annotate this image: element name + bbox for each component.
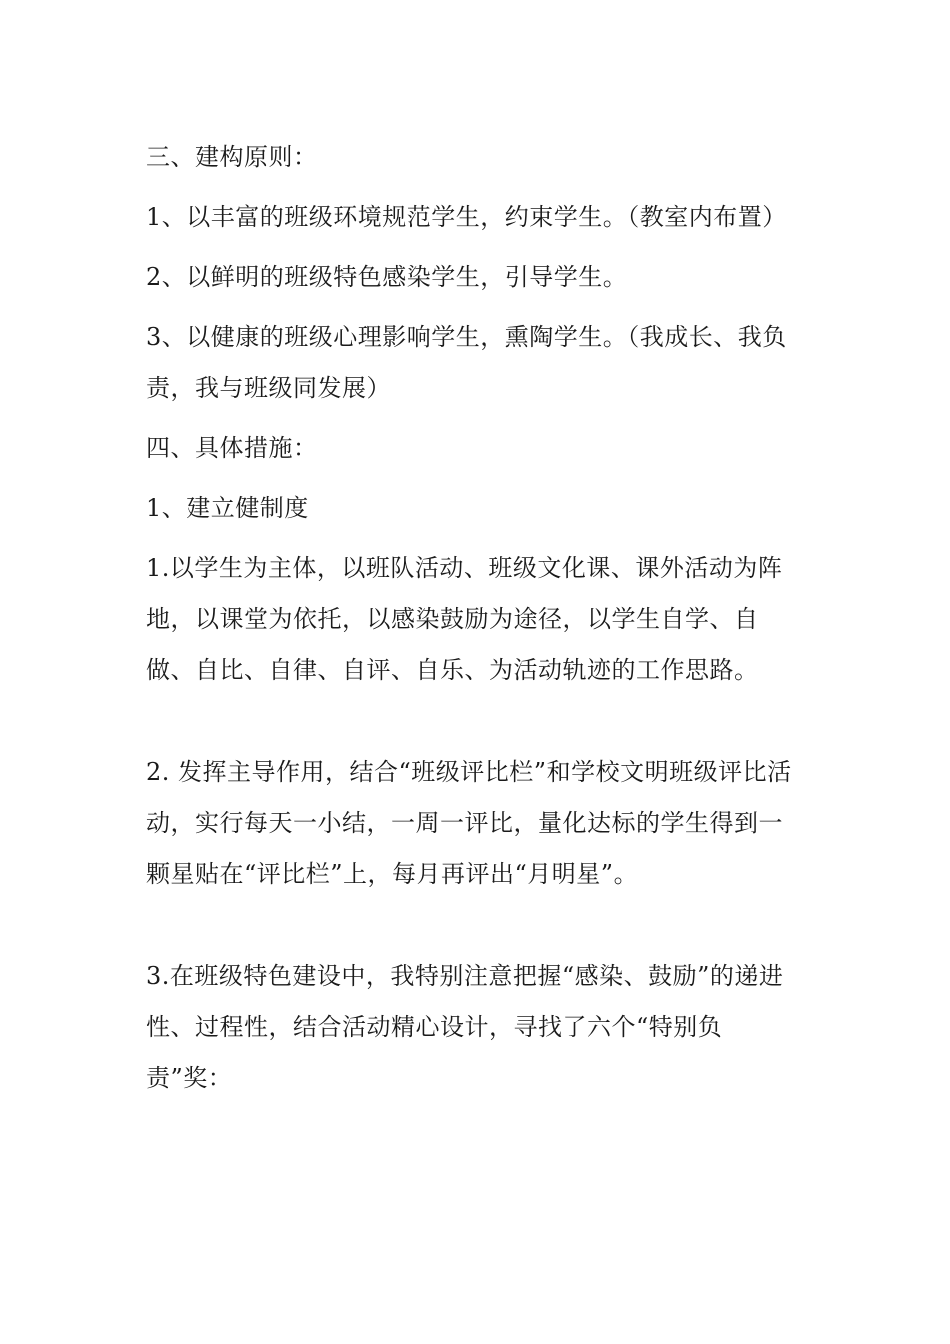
document-body: [146, 132, 806, 1113]
principle-item-2: 2、以鲜明的班级特色感染学生，引导学生。: [146, 263, 628, 291]
measure-subheading-1: 1、建立健制度: [146, 494, 309, 522]
section-heading-principles: 三、建构原则：: [146, 143, 318, 171]
measure-paragraph-2: 2. 发挥主导作用，结合“班级评比栏”和学校文明班级评比活动，实行每天一小结，一周一评比，量化达标的学生得到一颗星贴在“评比栏”上，每月再评出“月明星”。: [146, 758, 792, 888]
measure-paragraph-1: 1.以学生为主体，以班队活动、班级文化课、课外活动为阵地，以课堂为依托，以感染鼓励为途径，以学生自学、自做、自比、自律、自评、自乐、为活动轨迹的工作思路。: [146, 554, 783, 684]
principle-item-1: 1、以丰富的班级环境规范学生，约束学生。（教室内布置）: [146, 203, 787, 231]
section-heading-measures: 四、具体措施：: [146, 434, 318, 462]
principle-item-3: 3、以健康的班级心理影响学生，熏陶学生。（我成长、我负责，我与班级同发展）: [146, 323, 787, 402]
measure-paragraph-3: 3.在班级特色建设中，我特别注意把握“感染、鼓励”的递进性、过程性，结合活动精心设计，寻找了六个“特别负责”奖：: [146, 962, 784, 1092]
